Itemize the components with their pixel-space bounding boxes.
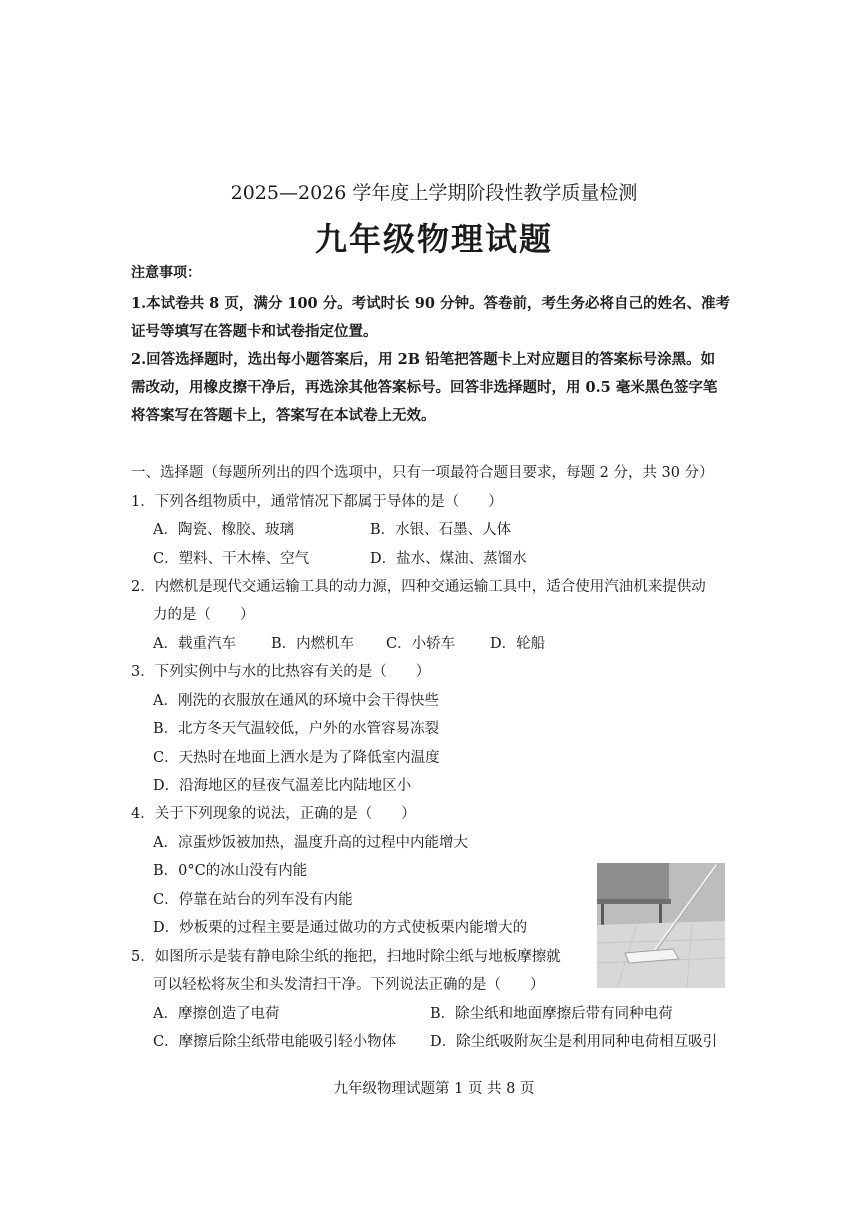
question-2-option-a: A．载重汽车	[153, 636, 236, 652]
notice-line: 1.本试卷共 8 页，满分 100 分。考试时长 90 分钟。答卷前，考生务必将自己的姓名、准考	[131, 295, 730, 312]
notice-line: 证号等填写在答题卡和试卷指定位置。	[131, 323, 378, 340]
question-3-option-d: D．沿海地区的昼夜气温差比内陆地区小	[153, 778, 412, 794]
section-heading: 一、选择题（每题所列出的四个选项中，只有一项最符合题目要求，每题 2 分，共 30 分）	[131, 465, 714, 481]
notice-line: 将答案写在答题卡上，答案写在本试卷上无效。	[131, 407, 436, 424]
question-4-option-d: D．炒板栗的过程主要是通过做功的方式使板栗内能增大的	[153, 920, 528, 936]
question-4-option-c: C．停靠在站台的列车没有内能	[153, 892, 353, 908]
question-3-stem: 3．下列实例中与水的比热容有关的是（ ）	[131, 664, 431, 680]
question-1-option-c: C．塑料、干木棒、空气	[153, 551, 310, 567]
question-5-option-b: B．除尘纸和地面摩擦后带有同种电荷	[430, 1006, 673, 1022]
question-4-option-a: A．凉蛋炒饭被加热，温度升高的过程中内能增大	[153, 835, 468, 851]
question-4-option-b: B．0°C的冰山没有内能	[153, 863, 308, 879]
question-2-stem: 2．内燃机是现代交通运输工具的动力源，四种交通运输工具中，适合使用汽油机来提供动	[131, 579, 706, 595]
question-5-option-c: C．摩擦后除尘纸带电能吸引轻小物体	[153, 1034, 397, 1050]
notice-line: 需改动，用橡皮擦干净后，再选涂其他答案标号。回答非选择题时，用 0.5 毫米黑色签字笔	[131, 379, 718, 396]
mop-photo	[597, 863, 725, 988]
notice-heading: 注意事项：	[131, 265, 201, 281]
question-3-option-a: A．刚洗的衣服放在通风的环境中会干得快些	[153, 693, 439, 709]
question-2-stem-cont: 力的是（ ）	[153, 607, 255, 623]
question-5-stem-cont: 可以轻松将灰尘和头发清扫干净。下列说法正确的是（ ）	[153, 977, 545, 993]
question-2-option-b: B．内燃机车	[271, 636, 355, 652]
question-2-option-c: C．小轿车	[386, 636, 456, 652]
question-2-option-d: D．轮船	[490, 636, 546, 652]
notice-line: 2.回答选择题时，选出每小题答案后，用 2B 铅笔把答题卡上对应题目的答案标号涂黑。如	[131, 351, 716, 368]
question-3-option-c: C．天热时在地面上洒水是为了降低室内温度	[153, 750, 440, 766]
page-title: 九年级物理试题	[314, 220, 553, 258]
question-5-stem: 5．如图所示是装有静电除尘纸的拖把，扫地时除尘纸与地板摩擦就	[131, 949, 561, 965]
question-1-option-d: D．盐水、煤油、蒸馏水	[370, 551, 527, 567]
question-1-stem: 1．下列各组物质中，通常情况下都属于导体的是（ ）	[131, 494, 503, 510]
exam-subtitle: 2025—2026 学年度上学期阶段性教学质量检测	[230, 182, 638, 204]
question-3-option-b: B．北方冬天气温较低，户外的水管容易冻裂	[153, 721, 440, 737]
question-1-option-a: A．陶瓷、橡胶、玻璃	[153, 522, 294, 538]
question-5-option-a: A．摩擦创造了电荷	[153, 1006, 280, 1022]
question-4-stem: 4．关于下列现象的说法，正确的是（ ）	[131, 806, 416, 822]
page-footer: 九年级物理试题第 1 页 共 8 页	[333, 1081, 535, 1097]
question-5-option-d: D．除尘纸吸附灰尘是利用同种电荷相互吸引	[430, 1034, 718, 1050]
question-1-option-b: B．水银、石墨、人体	[370, 522, 512, 538]
